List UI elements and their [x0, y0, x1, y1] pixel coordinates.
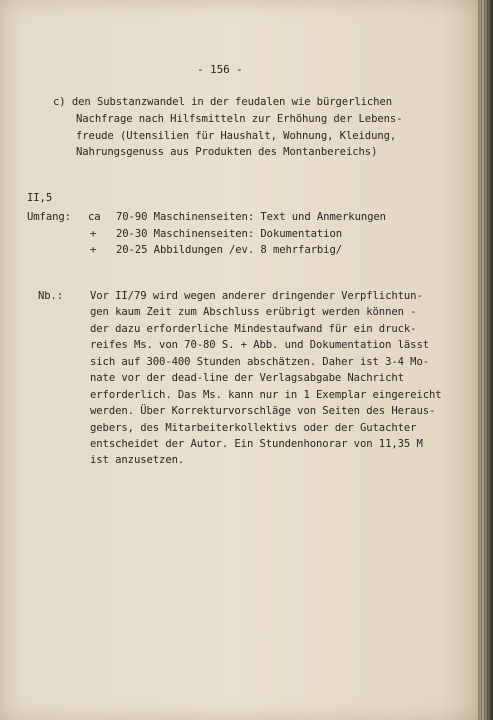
- umfang-row-text: 70-90 Maschinenseiten: Text und Anmerkungen: [116, 211, 386, 223]
- note-label: Nb.:: [38, 290, 64, 302]
- note-line: gen kaum Zeit zum Abschluss erübrigt werden können -: [90, 306, 417, 318]
- umfang-prefix: +: [90, 244, 97, 256]
- note-line: ist anzusetzen.: [90, 454, 185, 466]
- umfang-prefix: ca: [88, 211, 101, 223]
- note-line: erforderlich. Das Ms. kann nur in 1 Exemplar eingereicht: [90, 389, 442, 401]
- umfang-prefix: +: [90, 228, 97, 240]
- note-line: der dazu erforderliche Mindestaufwand für ein druck-: [90, 323, 417, 335]
- page-stack-edge: [478, 0, 493, 720]
- note-line: werden. Über Korrekturvorschläge von Seiten des Heraus-: [90, 405, 436, 417]
- umfang-row-text: 20-30 Maschinenseiten: Dokumentation: [116, 228, 343, 240]
- note-line: sich auf 300-400 Stunden abschätzen. Daher ist 3-4 Mo-: [90, 356, 430, 368]
- note-line: reifes Ms. von 70-80 S. + Abb. und Dokumentation lässt: [90, 339, 430, 351]
- section-c-line: Nahrungsgenuss aus Produkten des Montanbereichs): [76, 146, 378, 158]
- section-heading: II,5: [27, 192, 53, 204]
- note-line: Vor II/79 wird wegen anderer dringender Verpflichtun-: [90, 290, 423, 302]
- section-c-line: Nachfrage nach Hilfsmitteln zur Erhöhung der Lebens-: [76, 113, 403, 125]
- note-line: entscheidet der Autor. Ein Stundenhonorar von 11,35 M: [90, 438, 423, 450]
- page-number: - 156 -: [197, 63, 243, 76]
- note-line: gebers, des Mitarbeiterkollektivs oder der Gutachter: [90, 422, 417, 434]
- section-c-line: c) den Substanzwandel in der feudalen wie bürgerlichen: [53, 96, 393, 108]
- section-c-line: freude (Utensilien für Haushalt, Wohnung, Kleidung,: [76, 130, 397, 142]
- note-line: nate vor der dead-line der Verlagsabgabe Nachricht: [90, 372, 404, 384]
- umfang-label: Umfang:: [27, 211, 71, 223]
- umfang-row-text: 20-25 Abbildungen /ev. 8 mehrfarbig/: [116, 244, 343, 256]
